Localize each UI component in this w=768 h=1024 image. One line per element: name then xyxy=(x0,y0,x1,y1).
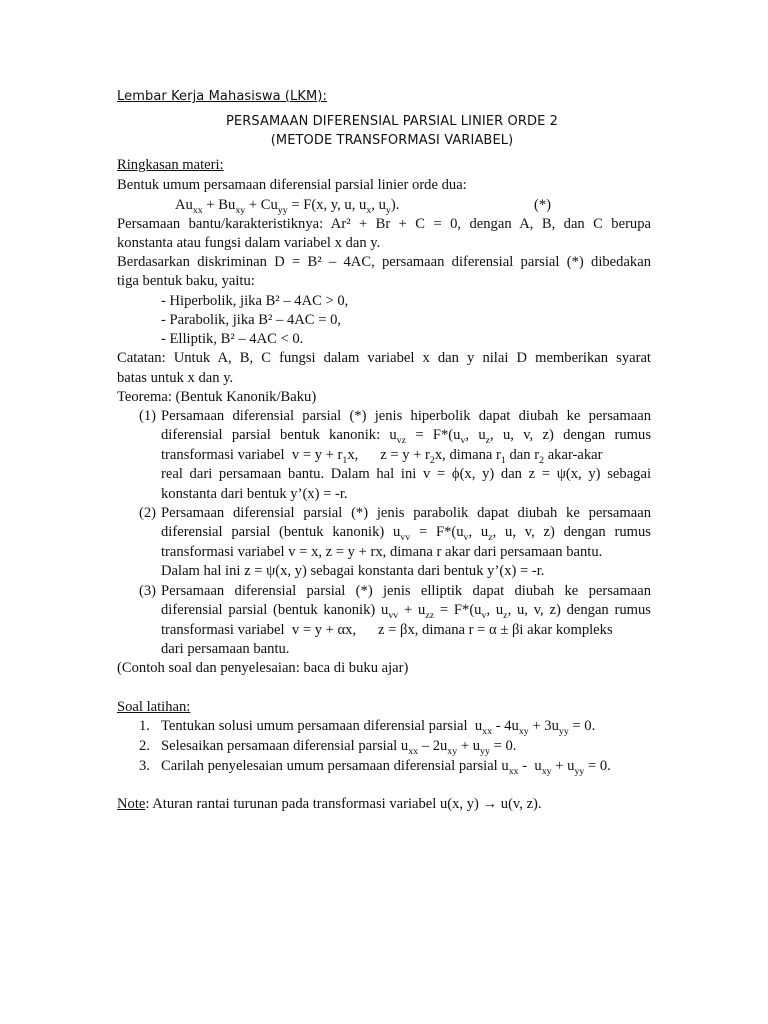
paragraph-line: Persamaan bantu/karakteristiknya: Ar² + Br + C = 0, dengan A, B, dan C berupa xyxy=(117,216,651,232)
list-item-parabolik: - Parabolik, jika B² – 4AC = 0, xyxy=(161,312,342,328)
exercise-1: Tentukan solusi umum persamaan diferensial parsial $u_{xx} - 4u_{xy} + 3u_{yy} = 0$. xyxy=(161,718,596,737)
paragraph-line: Catatan: Untuk A, B, C fungsi dalam variabel x dan y nilai D memberikan syarat xyxy=(117,350,651,366)
paragraph-line: diferensial parsial (bentuk kanonik) $u_{vv} = F*(u_v$, $u_z$, u, v, z) dengan rumus xyxy=(161,524,651,543)
paragraph-line: batas untuk x dan y. xyxy=(117,370,234,386)
paragraph-line: konstanta atau fungsi dalam variabel x dan y. xyxy=(117,235,381,251)
list-item-elliptik: - Elliptik, B² – 4AC < 0. xyxy=(161,331,304,347)
paragraph-line: transformasi variabel v = x, z = y + rx, dimana r akar dari persamaan bantu. xyxy=(161,544,603,560)
teorema-heading: Teorema: (Bentuk Kanonik/Baku) xyxy=(117,389,317,405)
paragraph-line: Persamaan diferensial parsial (*) jenis parabolik dapat diubah ke persamaan xyxy=(161,505,651,521)
note-text: : Aturan rantai turunan pada transformasi variabel u(x, y) → u(v, z). xyxy=(145,796,542,812)
list-item-hiperbolik: - Hiperbolik, jika B² – 4AC > 0, xyxy=(161,293,349,309)
list-number: 2. xyxy=(139,738,150,754)
paragraph-line: transformasi variabel $v = y + r_1x$, $z = y + r_2x$, dimana $r_1$ dan $r_2$ akar-akar xyxy=(161,447,603,466)
paragraph-line: transformasi variabel v = y + αx, z = βx, dimana r = α ± βi akar kompleks xyxy=(161,622,613,638)
paragraph-line: (Contoh soal dan penyelesaian: baca di buku ajar) xyxy=(117,660,409,676)
paragraph-line: tiga bentuk baku, yaitu: xyxy=(117,273,255,289)
list-number: (1) xyxy=(139,408,157,424)
note-line xyxy=(117,795,542,813)
paragraph-line: Dalam hal ini z = ψ(x, y) sebagai konstanta dari bentuk y’(x) = -r. xyxy=(161,563,545,579)
paragraph-line: diferensial parsial (bentuk kanonik) $u_{vv} + u_{zz} = F*(u_v$, $u_z$, u, v, z) dengan rumus xyxy=(161,602,651,621)
paragraph-line: Bentuk umum persamaan diferensial parsial linier orde dua: xyxy=(117,177,467,193)
section-heading-ringkasan: Ringkasan materi: xyxy=(117,157,224,173)
lkm-label: Lembar Kerja Mahasiswa (LKM): xyxy=(117,89,327,104)
paragraph-line: konstanta dari bentuk y’(x) = -r. xyxy=(161,486,348,502)
exercise-2: Selesaikan persamaan diferensial parsial $u_{xx} - 2u_{xy} + u_{yy} = 0$. xyxy=(161,738,517,757)
list-number: 3. xyxy=(139,758,150,774)
equation-marker: (*) xyxy=(534,197,552,213)
paragraph-line: real dari persamaan bantu. Dalam hal ini v = ϕ(x, y) dan z = ψ(x, y) sebagai xyxy=(161,466,651,482)
equation-general-form: $Au_{xx} + Bu_{xy} + Cu_{yy} = F(x$, y, u, $u_x$, $u_y$). xyxy=(175,197,400,216)
note-label: Note xyxy=(117,796,146,812)
section-heading-soal: Soal latihan: xyxy=(117,699,191,715)
paragraph-line: Berdasarkan diskriminan D = B² – 4AC, persamaan diferensial parsial (*) dibedakan xyxy=(117,254,651,270)
list-number: (2) xyxy=(139,505,157,521)
paragraph-line: dari persamaan bantu. xyxy=(161,641,290,657)
paragraph-line: diferensial parsial bentuk kanonik: $u_{vz} = F*(u_v$, $u_z$, u, v, z) dengan rumus xyxy=(161,427,651,446)
paragraph-line: Persamaan diferensial parsial (*) jenis elliptik dapat diubah ke persamaan xyxy=(161,583,651,599)
exercise-3: Carilah penyelesaian umum persamaan diferensial parsial $u_{xx} - u_{xy} + u_{yy} = 0$. xyxy=(161,758,611,777)
list-number: (3) xyxy=(139,583,157,599)
list-number: 1. xyxy=(139,718,150,734)
doc-title: PERSAMAAN DIFERENSIAL PARSIAL LINIER ORDE 2 xyxy=(225,114,559,129)
paragraph-line: Persamaan diferensial parsial (*) jenis hiperbolik dapat diubah ke persamaan xyxy=(161,408,651,424)
doc-subtitle: (METODE TRANSFORMASI VARIABEL) xyxy=(270,133,514,148)
